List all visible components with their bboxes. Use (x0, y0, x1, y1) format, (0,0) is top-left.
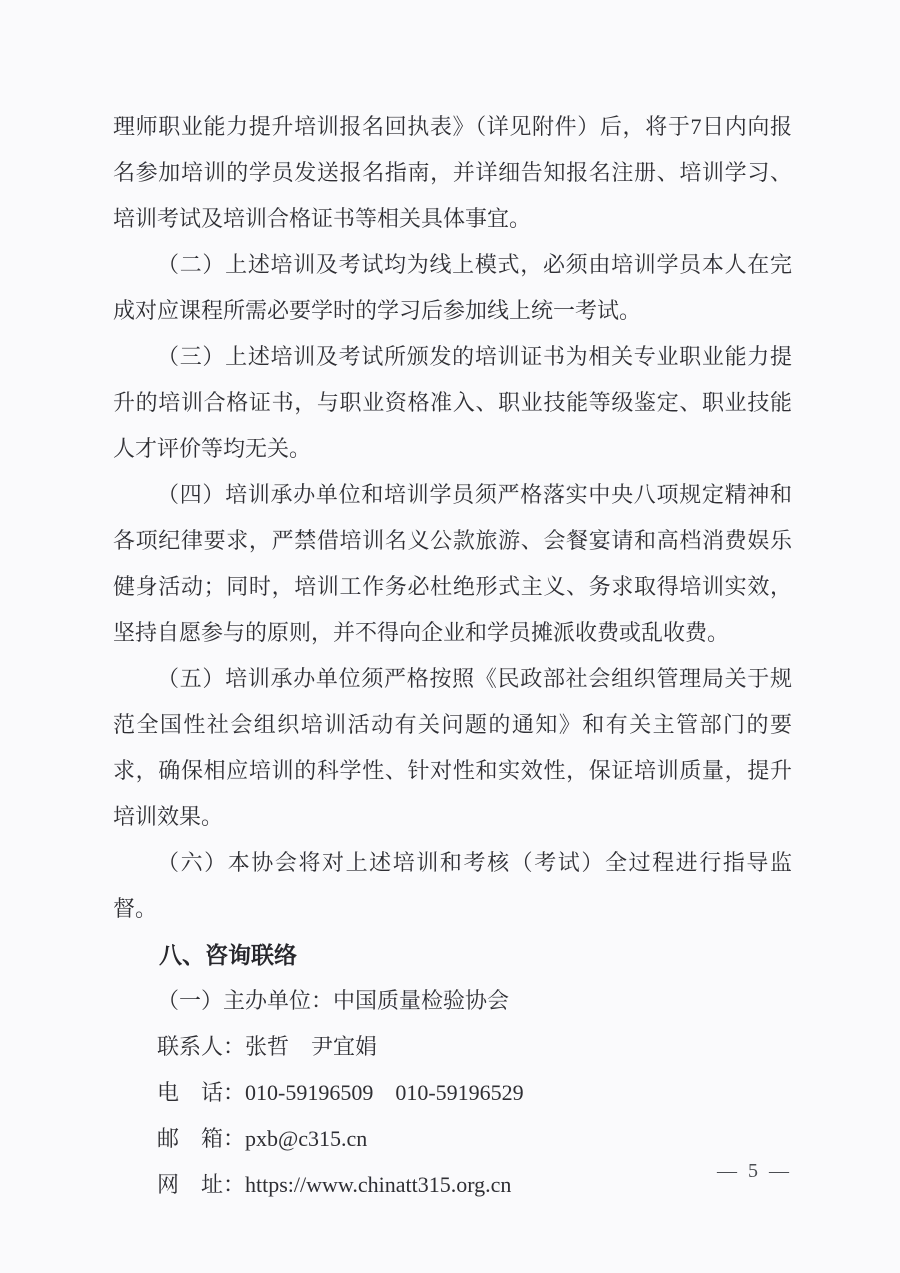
paragraph-clause-3: （三）上述培训及考试所颁发的培训证书为相关专业职业能力提升的培训合格证书，与职业资格准入、职业技能等级鉴定、职业技能人才评价等均无关。 (113, 344, 792, 461)
paragraph-continuation: 理师职业能力提升培训报名回执表》（详见附件）后，将于7日内向报名参加培训的学员发送报名指南，并详细告知报名注册、培训学习、培训考试及培训合格证书等相关具体事宜。 (113, 114, 792, 231)
document-body (113, 104, 792, 1208)
page-number: — 5 — (717, 1160, 792, 1182)
contact-person-line: 联系人：张哲 尹宜娟 (157, 1034, 378, 1059)
paragraph-clause-5: （五）培训承办单位须严格按照《民政部社会组织管理局关于规范全国性社会组织培训活动有关问题的通知》和有关主管部门的要求，确保相应培训的科学性、针对性和实效性，保证培训质量，提升培训效果。 (113, 666, 792, 829)
contact-email-line: 邮 箱：pxb@c315.cn (157, 1126, 368, 1151)
paragraph-clause-4: （四）培训承办单位和培训学员须严格落实中央八项规定精神和各项纪律要求，严禁借培训名义公款旅游、会餐宴请和高档消费娱乐健身活动；同时，培训工作务必杜绝形式主义、务求取得培训实效，坚持自愿参与的原则，并不得向企业和学员摊派收费或乱收费。 (113, 482, 792, 645)
paragraph-clause-2: （二）上述培训及考试均为线上模式，必须由培训学员本人在完成对应课程所需必要学时的学习后参加线上统一考试。 (113, 252, 792, 323)
paragraph-clause-6: （六）本协会将对上述培训和考核（考试）全过程进行指导监督。 (113, 850, 792, 921)
paragraph-organizer: （一）主办单位：中国质量检验协会 (157, 988, 510, 1013)
contact-phone-line: 电 话：010-59196509 010-59196529 (157, 1080, 524, 1105)
section-heading-consultation: 八、咨询联络 (159, 942, 297, 968)
contact-website-line: 网 址：https://www.chinatt315.org.cn (157, 1172, 512, 1197)
